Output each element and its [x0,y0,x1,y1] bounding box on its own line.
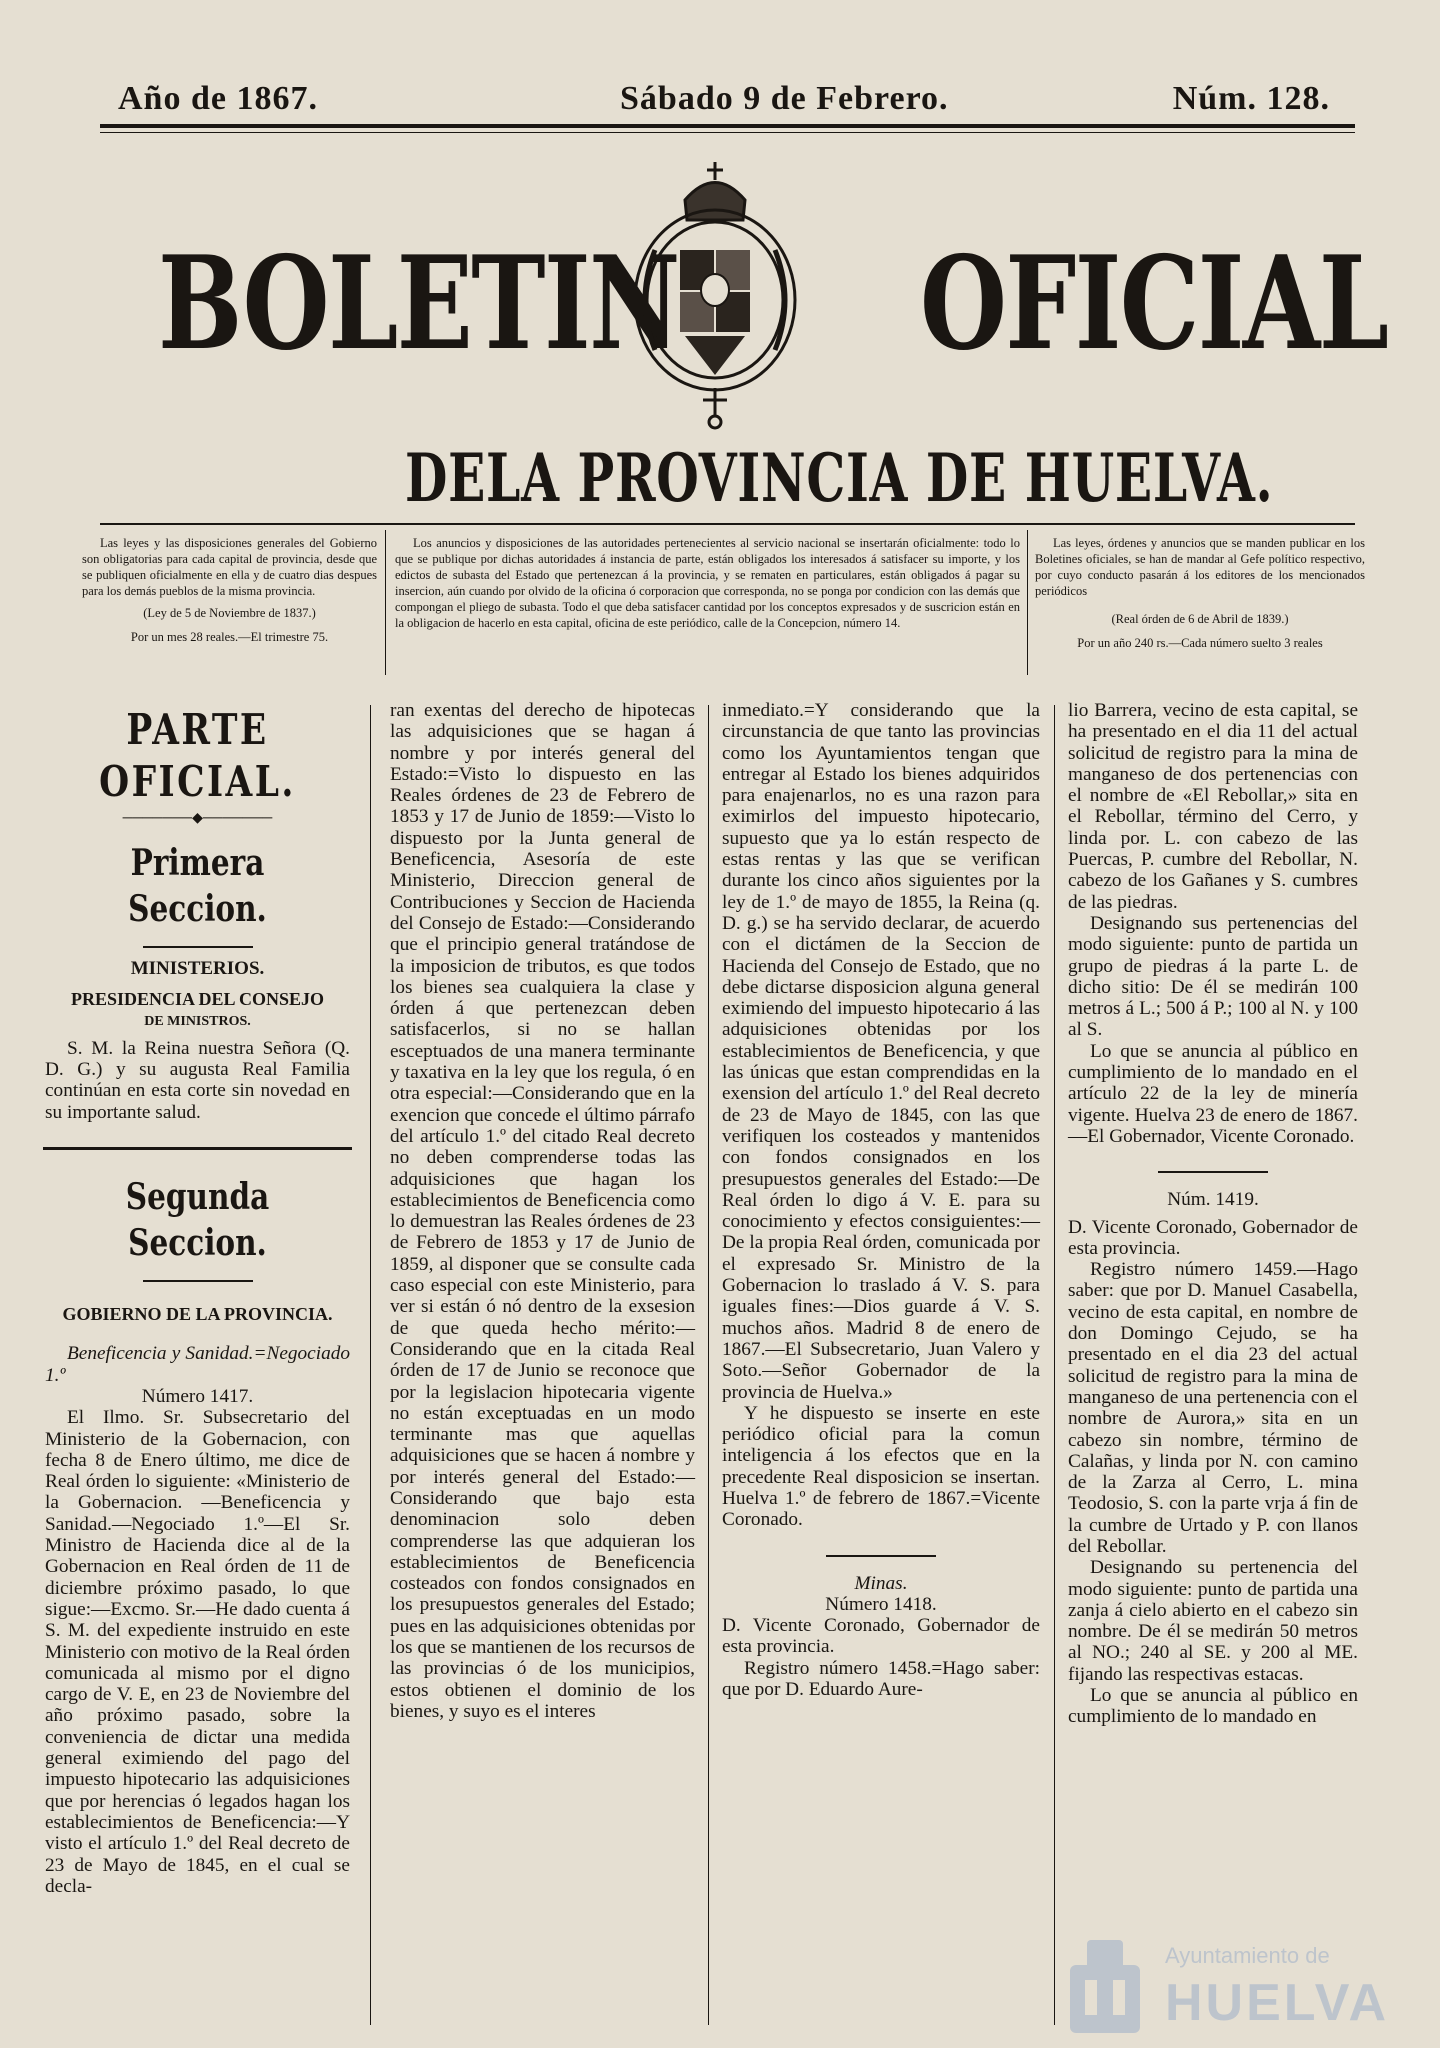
watermark-line-1: Ayuntamiento de [1165,1943,1330,1968]
notice-right-text: Las leyes, órdenes y anuncios que se manden publicar en los Boletines oficiales, se han de mandar al Gefe político respectivo, por cuyo conducto pasarán á los editores de los mencionados periódicos [1035,536,1365,598]
registro-1458: Registro número 1458.=Hago saber: que por D. Eduardo Aure- [722,1657,1040,1701]
notice-divider-2 [1027,530,1028,675]
numero-1417: Número 1417. [141,1385,254,1407]
notice-center [395,535,1020,631]
column-3-p2: Y he dispuesto se inserte en este periódico oficial para la comun inteligencia á los efectos que en la precedente Real disposicion se insertan. Huelva 1.º de febrero de 1867.=Vicente Coronado. [722,1402,1040,1531]
column-2 [390,700,695,1722]
column-4-p1: lio Barrera, vecino de esta capital, se ha presentado en el dia 11 del actual solicitud de registro para la mina de manganeso de dos pertenencias con el nombre de «El Rebollar,» sita en el Rebollar, término del Cerro, y linda por. L. con cabezo de las Puercas, P. cumbre del Rebollar, N. cabezo de los Gañanes y S. cumbres de las piedras. [1068,700,1358,913]
notice-left-text: Las leyes y las disposiciones generales del Gobierno son obligatorias para cada capital de provincia, desde que se publiquen oficialmente en ella y de cuatro dias despues para los demás pueblos de la misma provincia. [82,536,377,598]
section-rule [143,946,253,948]
ornament-divider-icon: ───────◆─────── [122,811,273,826]
primera-seccion-heading: Primera Seccion. [128,842,267,930]
column-4 [1068,700,1358,1728]
city-hall-logo-icon [1065,1935,1145,2035]
section-rule-2 [143,1280,253,1282]
masthead-title-left: BOLETIN [158,229,679,379]
column-1-body: El Ilmo. Sr. Subsecretario del Ministerio de la Gobernacion, con fecha 8 de Enero último, me dice de Real órden lo siguiente: «Ministerio de la Gobernacion. —Beneficencia y Sanidad.—Negociado 1.º—El Sr. Ministro de Hacienda dice al de la Gobernacion en Real órden de 11 de diciembre próximo pasado, lo que sigue:—Excmo. Sr.—He dado cuenta á S. M. del expediente instruido en este Ministerio con motivo de la Real órden comunicada al mismo por el digno cargo de V. E, en 23 de Noviembre del año próximo pasado, sobre la conveniencia de dictar una medida general eximiendo del pago del impuesto hipotecario las adquisiciones que por herencias ó legados hagan los establecimientos de Beneficencia:—Y visto el artículo 1.º del Real decreto de 23 de Mayo de 1845, en el cual se decla- [45,1407,350,1897]
reina-paragraph: S. M. la Reina nuestra Señora (Q. D. G.) y su augusta Real Familia continúan en esta corte sin novedad en su importante salud. [45,1037,350,1123]
column-3 [722,700,1040,1700]
numero-1419: Núm. 1419. [1167,1189,1259,1211]
issue-number: Núm. 128. [1172,80,1330,117]
presidencia-heading: PRESIDENCIA DEL CONSEJO [70,989,325,1010]
column-4-p3: Lo que se anuncia al público en cumplimiento de lo mandado en el artículo 22 de la ley de minería vigente. Huelva 23 de enero de 1867.—El Gobernador, Vicente Coronado. [1068,1040,1358,1147]
minas-heading: Minas. [854,1572,908,1594]
segunda-seccion-heading: Segunda Seccion. [125,1176,270,1265]
column-divider-3 [1054,705,1055,2025]
notice-left-price: Por un mes 28 reales.—El trimestre 75. [130,630,329,644]
parte-oficial-heading: PARTE OFICIAL. [99,705,296,806]
ministerios-heading: MINISTERIOS. [130,958,265,979]
section-rule-3 [826,1555,936,1557]
column-rule [43,1147,352,1150]
column-4-p2: Designando sus pertenencias del modo siguiente: punto de partida un grupo de piedras á la parte L. de dicho sitio: De él se medirán 100 metros á L.; 500 á P.; 100 al N. y 100 al S. [1068,912,1358,1041]
header-rule [100,124,1355,128]
gobernador-line-2: D. Vicente Coronado, Gobernador de esta provincia. [1068,1216,1358,1259]
header-bar [100,80,1350,128]
notice-left-law: (Ley de 5 de Noviembre de 1837.) [143,606,316,620]
column-1 [45,700,350,1897]
column-divider-1 [370,705,371,2025]
masthead-title-right: OFICIAL [920,229,1388,379]
royal-coat-of-arms-icon [615,160,815,430]
issue-date: Sábado 9 de Febrero. [620,80,949,117]
notice-left [82,535,377,645]
column-4-p6: Lo que se anuncia al público en cumplimiento de lo mandado en [1068,1685,1358,1728]
column-divider-2 [708,705,709,2025]
de-ministros-heading: DE MINISTROS. [144,1013,251,1029]
notice-right-price: Por un año 240 rs.—Cada número suelto 3 reales [1077,636,1323,650]
column-3-body: inmediato.=Y considerando que la circunstancia de que tanto las provincias como los Ayuntamientos tengan que entregar al Estado los bienes adquiridos para enajenarlos, no es una razon para eximirlos del impuesto hipotecario, supuesto que ya lo están respecto de estas rentas y las que se verifican durante los cinco años siguientes por la ley de 1.º de mayo de 1855, la Reina (q. D. g.) se ha servido declarar, de acuerdo con el dictámen de la Seccion de Hacienda del Consejo de Estado, que no debe dictarse disposicion alguna general eximiendo del impuesto hipotecario á las adquisiciones obtenidas por los establecimientos de Beneficencia, y que las únicas que estan comprendidas en la exension del artículo 1.º del Real decreto de 23 de Mayo de 1845, con las que verifiquen los costeados y mantenidos con fondos consignados en los presupuestos generales del Estado:—De Real órden lo digo á V. E. para su conocimiento y efectos consiguientes:—De la propia Real órden, comunicada por el expresado Sr. Ministro de la Gobernacion lo traslado á V. S. para iguales fines:—Dios guarde á V. S. muchos años. Madrid 8 de enero de 1867.—El Subsecretario, Juan Valero y Soto.—Señor Gobernador de la provincia de Huelva.» [722,700,1040,1403]
gobierno-heading: GOBIERNO DE LA PROVINCIA. [62,1304,333,1325]
watermark-line-2: HUELVA [1165,1974,1390,2032]
numero-1418: Número 1418. [825,1593,937,1615]
issue-year: Año de 1867. [118,80,318,117]
notice-divider-1 [385,530,386,675]
column-2-body: ran exentas del derecho de hipotecas las adquisiciones que se hagan á nombre y por interés general del Estado:=Visto lo dispuesto en las Reales órdenes de 23 de Febrero de 1853 y 17 de Junio de 1859:—Visto lo dispuesto por la Junta general de Beneficencia, Asesoría de este Ministerio, Direccion general de Contribuciones y Seccion de Hacienda del Consejo de Estado:—Considerando que el principio general tratándose de la imposicion de tributos, es que todos los bienes sea cualquiera la clase y órden á que pertenezcan deben satisfacerlos, si no se hallan esceptuados de una manera terminante y taxativa en la ley que los regula, ó en otra especial:—Considerando que en la exencion que concede el último párrafo del artículo 1.º del citado Real decreto no deben comprenderse todas las adquisiciones que hagan los establecimientos de Beneficencia como lo demuestran las Reales órdenes de 23 de Febrero de 1853 y 17 de Junio de 1859, al disponer que se consulte cada caso especial con este Ministerio, para ver si están ó nó dentro de la exsesion de que queda hecho mérito:—Considerando que en la citada Real órden de 17 de Junio se reconoce que por la legislacion hipotecaria vigente no están exceptuadas en un modo terminante mas que aquellas adquisiciones que se hacen á nombre y por interés general del Estado:—Considerando que bajo esta denominacion solo deben comprenderse las que adquieran los establecimientos de Beneficencia costeados con fondos consignados en los presupuestos generales del Estado; pues en las adquisiciones obtenidas por los que se mantienen de los recursos de las provincias ó de los municipios, estos obtienen el dominio de los bienes, y suyo es el interes [390,700,695,1722]
masthead-rule [100,523,1355,525]
beneficencia-line: Beneficencia y Sanidad.=Negociado 1.º [45,1343,350,1386]
masthead-subtitle: DELA PROVINCIA DE HUELVA. [405,439,1274,517]
header-rule-thin [100,132,1355,133]
section-rule-4 [1158,1171,1268,1173]
column-4-p4: Registro número 1459.—Hago saber: que por D. Manuel Casabella, vecino de esta capital, en nombre de don Domingo Cejudo, se ha presentado en el dia 23 del actual solicitud de registro para la mina de manganeso de una pertenencia con el nombre de Aurora,» sita en un cabezo sin nombre, término de Calañas, y linda por N. con camino de la Zarza al Cerro, L. mina Teodosio, S. con la parte vrja á fin de la cumbre de Urtado y P. con llanos del Rebollar. [1068,1259,1358,1557]
gobernador-line: D. Vicente Coronado, Gobernador de esta provincia. [722,1615,1040,1658]
notice-right [1035,535,1365,651]
notice-right-law: (Real órden de 6 de Abril de 1839.) [1111,612,1289,626]
column-4-p5: Designando su pertenencia del modo siguiente: punto de partida una zanja á cielo abierto en el cabezo sin nombre. De él se medirán 50 metros al NO.; 240 al SE. y 200 al ME. fijando las respectivas estacas. [1068,1557,1358,1685]
watermark [1065,1935,1390,2035]
notice-center-text: Los anuncios y disposiciones de las autoridades pertenecientes al servicio nacional se insertarán oficialmente: todo lo que se publique por dichas autoridades á instancia de parte, están obligados los interesados á satisfacer su importe, y los edictos de subasta del Estado que pertenezcan á la provincia, y se rematen en particulares, están obligados á pagar su insercion, aún cuando por olvido de la oficina ó corporacion que corresponda, no se ponga por condicion con las demás que compongan el pliego de subasta. Todo el que deba satisfacer cantidad por los conceptos expresados y de suscricion están en la obligacion de hacerlo en esta capital, oficina de este periódico, calle de la Concepcion, número 14. [395,536,1020,630]
